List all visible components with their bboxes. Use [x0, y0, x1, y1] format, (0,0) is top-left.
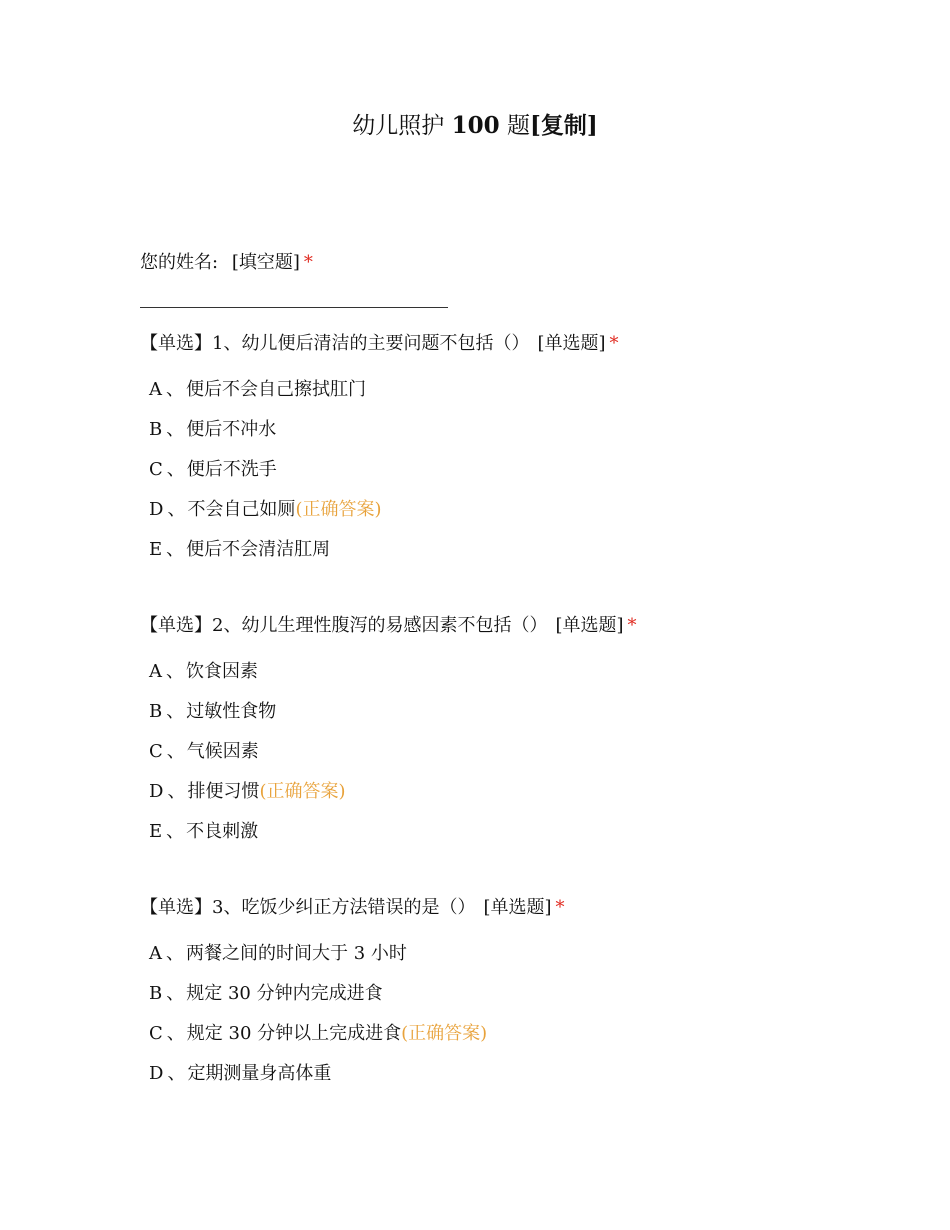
option-item [149, 1061, 840, 1101]
option-item [149, 739, 840, 779]
option-item [149, 377, 840, 417]
option-text: 过敏性食物 [186, 701, 277, 722]
option-item [149, 659, 840, 699]
name-question-type: [填空题] [231, 252, 300, 273]
option-item [149, 497, 840, 537]
name-question-label: 您的姓名: [140, 252, 219, 273]
page-title [0, 110, 950, 142]
question-type: [单选题] [483, 897, 552, 918]
question-type: [单选题] [537, 333, 606, 354]
option-text: 便后不洗手 [186, 459, 277, 480]
name-question [140, 250, 313, 276]
option-item [149, 457, 840, 497]
option-text: 便后不会清洁肛周 [186, 539, 331, 560]
option-item [149, 1021, 840, 1061]
option-letter: A [149, 943, 162, 964]
option-text: 规定 30 分钟以上完成进食 [186, 1023, 402, 1044]
question-text: 【单选】1、幼儿便后清洁的主要问题不包括（） [140, 333, 530, 354]
option-text: 气候因素 [186, 741, 259, 762]
option-item [149, 699, 840, 739]
required-mark: * [627, 615, 637, 636]
option-separator: 、 [167, 499, 186, 520]
option-separator: 、 [166, 661, 184, 682]
question-title [140, 895, 840, 921]
correct-answer-label: (正确答案) [259, 781, 346, 802]
option-item [149, 537, 840, 577]
option-list [140, 377, 840, 577]
option-separator: 、 [166, 379, 184, 400]
option-letter: C [149, 459, 163, 480]
question-block [140, 895, 840, 1101]
question-title [140, 331, 840, 357]
option-separator: 、 [166, 983, 185, 1004]
option-letter: D [149, 1063, 164, 1084]
option-text: 定期测量身高体重 [187, 1063, 332, 1084]
option-separator: 、 [167, 1063, 186, 1084]
question-text: 【单选】2、幼儿生理性腹泻的易感因素不包括（） [140, 615, 548, 636]
required-mark: * [609, 333, 619, 354]
option-letter: D [149, 499, 164, 520]
option-separator: 、 [166, 1023, 185, 1044]
title-prefix: 幼儿照护 [352, 113, 445, 139]
option-letter: B [149, 983, 163, 1004]
title-copy: [复制] [529, 112, 598, 139]
option-item [149, 981, 840, 1021]
option-letter: D [149, 781, 164, 802]
option-separator: 、 [166, 741, 185, 762]
option-text: 不会自己如厕 [187, 499, 296, 520]
question-block [140, 331, 840, 577]
question-block [140, 613, 840, 859]
option-separator: 、 [166, 459, 185, 480]
option-list [140, 659, 840, 859]
option-letter: A [149, 661, 162, 682]
option-letter: E [149, 821, 163, 842]
option-separator: 、 [166, 701, 185, 722]
option-letter: C [149, 1023, 163, 1044]
option-text: 便后不会自己擦拭肛门 [186, 379, 366, 400]
option-letter: B [149, 419, 163, 440]
title-number: 100 [451, 112, 500, 139]
option-separator: 、 [166, 539, 185, 560]
option-letter: B [149, 701, 163, 722]
option-separator: 、 [166, 419, 185, 440]
option-letter: C [149, 741, 163, 762]
option-text: 不良刺激 [186, 821, 259, 842]
option-item [149, 417, 840, 457]
question-type: [单选题] [555, 615, 624, 636]
option-letter: E [149, 539, 163, 560]
correct-answer-label: (正确答案) [401, 1023, 488, 1044]
question-text: 【单选】3、吃饭少纠正方法错误的是（） [140, 897, 476, 918]
option-item [149, 779, 840, 819]
option-text: 排便习惯 [187, 781, 260, 802]
option-separator: 、 [167, 781, 186, 802]
option-text: 饮食因素 [186, 661, 258, 682]
option-separator: 、 [166, 943, 184, 964]
option-list [140, 941, 840, 1101]
option-item [149, 941, 840, 981]
option-text: 两餐之间的时间大于 3 小时 [186, 943, 407, 964]
name-answer-line [140, 307, 448, 308]
option-separator: 、 [166, 821, 185, 842]
question-title [140, 613, 840, 639]
required-mark: * [303, 252, 313, 273]
option-text: 便后不冲水 [186, 419, 277, 440]
title-suffix: 题 [506, 113, 530, 139]
option-letter: A [149, 379, 162, 400]
correct-answer-label: (正确答案) [295, 499, 382, 520]
option-item [149, 819, 840, 859]
required-mark: * [555, 897, 565, 918]
option-text: 规定 30 分钟内完成进食 [186, 983, 383, 1004]
